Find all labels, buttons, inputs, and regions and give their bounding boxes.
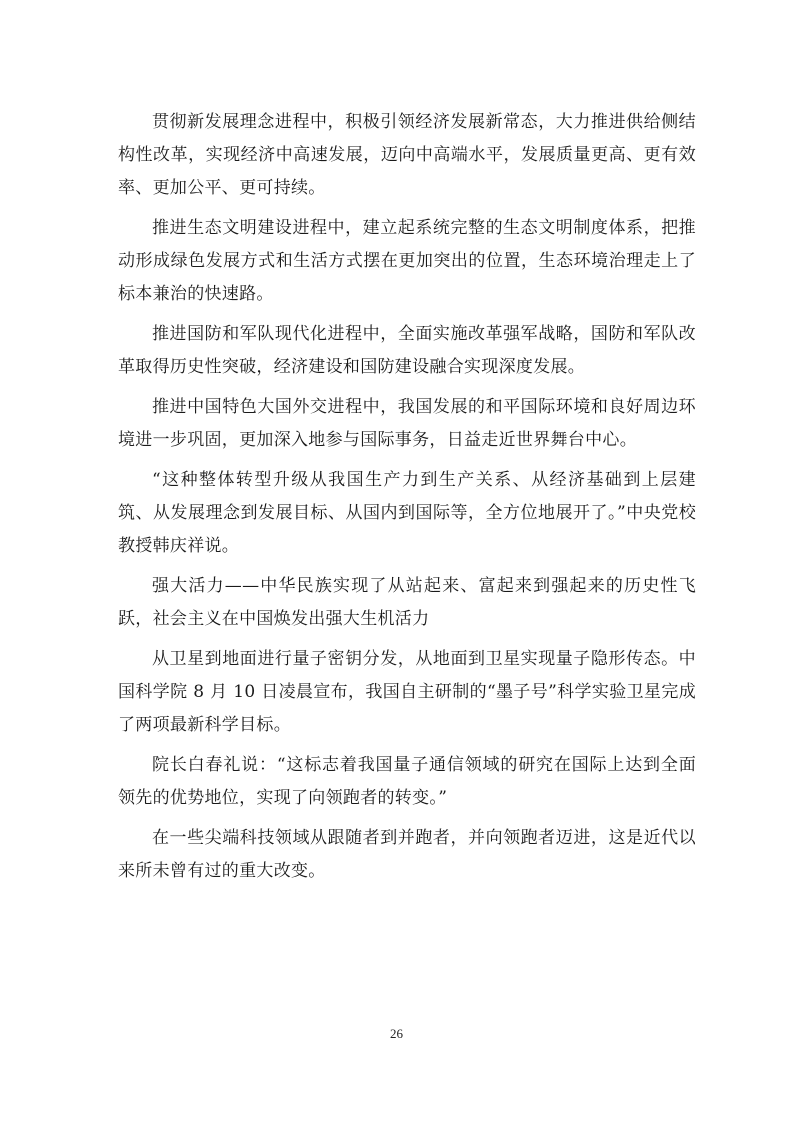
paragraph-4: 推进中国特色大国外交进程中，我国发展的和平国际环境和良好周边环境进一步巩固，更加深入地参与国际事务，日益走近世界舞台中心。 (118, 397, 696, 450)
paragraph-8: 院长白春礼说：“这标志着我国量子通信领域的研究在国际上达到全面领先的优势地位，实现了向领跑者的转变。” (118, 755, 696, 808)
paragraph-5: “这种整体转型升级从我国生产力到生产关系、从经济基础到上层建筑、从发展理念到发展目标、从国内到国际等，全方位地展开了。”中央党校教授韩庆祥说。 (118, 470, 696, 556)
body-text (118, 106, 696, 888)
page-number: 26 (390, 1026, 403, 1041)
paragraph-9: 在一些尖端科技领域从跟随者到并跑者，并向领跑者迈进，这是近代以来所未曾有过的重大改变。 (118, 828, 696, 881)
paragraph-7: 从卫星到地面进行量子密钥分发，从地面到卫星实现量子隐形传态。中国科学院 8 月 10 日凌晨宣布，我国自主研制的“墨子号”科学实验卫星完成了两项最新科学目标。 (118, 649, 696, 735)
paragraph-2: 推进生态文明建设进程中，建立起系统完整的生态文明制度体系，把推动形成绿色发展方式和生活方式摆在更加突出的位置，生态环境治理走上了标本兼治的快速路。 (118, 218, 696, 304)
paragraph-1: 贯彻新发展理念进程中，积极引领经济发展新常态，大力推进供给侧结构性改革，实现经济中高速发展，迈向中高端水平，发展质量更高、更有效率、更加公平、更可持续。 (118, 112, 696, 198)
paragraph-6: 强大活力——中华民族实现了从站起来、富起来到强起来的历史性飞跃，社会主义在中国焕发出强大生机活力 (118, 576, 696, 629)
paragraph-3: 推进国防和军队现代化进程中，全面实施改革强军战略，国防和军队改革取得历史性突破，经济建设和国防建设融合实现深度发展。 (118, 324, 696, 377)
